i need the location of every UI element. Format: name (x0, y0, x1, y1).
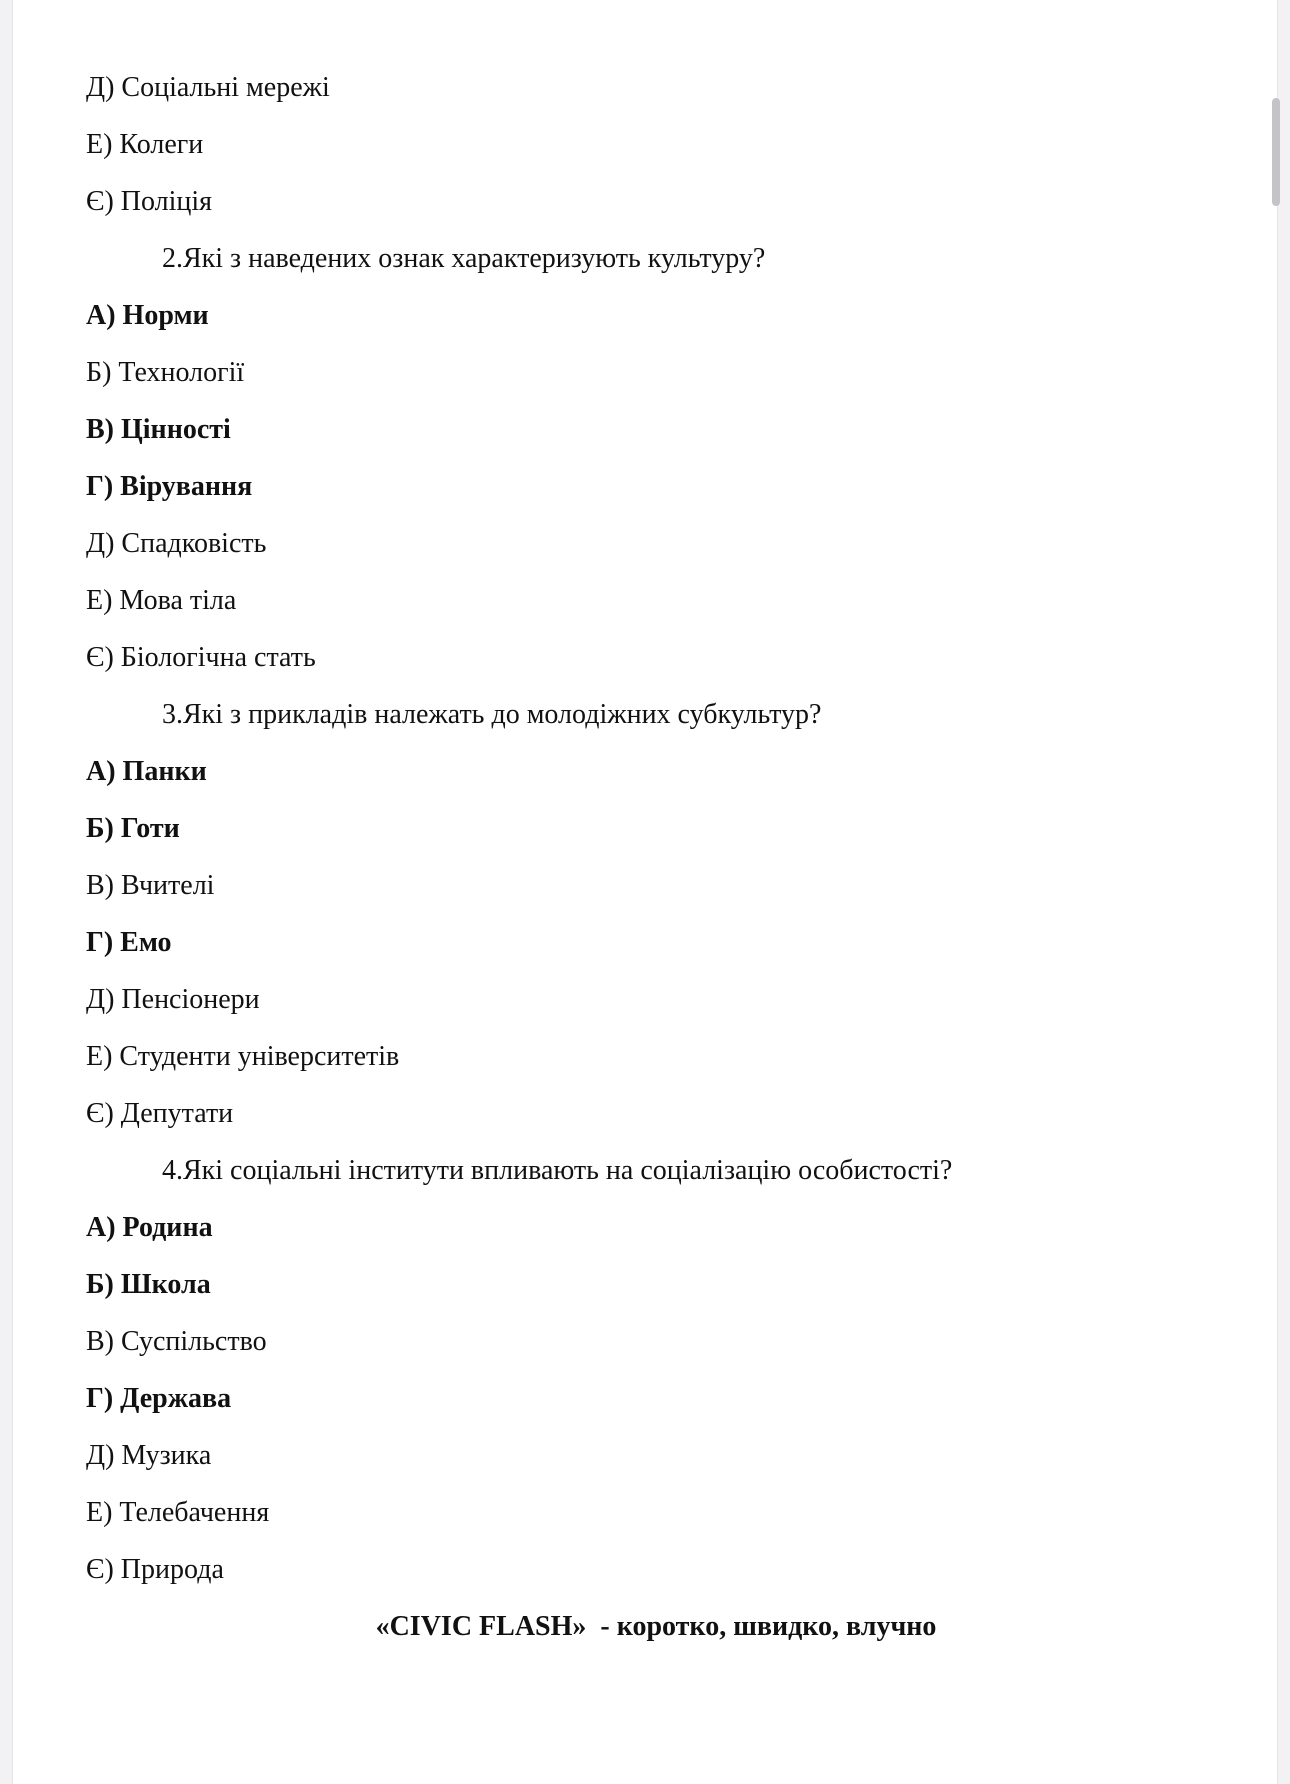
vertical-scrollbar[interactable] (1272, 98, 1280, 206)
answer-option: Б) Готи (86, 813, 180, 844)
answer-option: В) Вчителі (86, 870, 215, 901)
answer-option: Є) Депутати (86, 1098, 234, 1129)
answer-option: Г) Держава (86, 1383, 232, 1414)
answer-option: В) Цінності (86, 414, 231, 445)
document-page (12, 0, 1278, 1784)
answer-option: Д) Пенсіонери (86, 984, 260, 1015)
answer-option: Е) Телебачення (86, 1497, 270, 1528)
answer-option: Г) Емо (86, 927, 172, 958)
answer-option: Д) Соціальні мережі (86, 72, 330, 103)
answer-option: Е) Студенти університетів (86, 1041, 400, 1072)
answer-option: Є) Природа (86, 1554, 224, 1585)
question-3: 3.Які з прикладів належать до молодіжних субкультур? (162, 699, 822, 730)
answer-option: Є) Біологічна стать (86, 642, 316, 673)
answer-option: Б) Технології (86, 357, 245, 388)
answer-option: Е) Колеги (86, 129, 204, 160)
answer-option: Д) Спадковість (86, 528, 267, 559)
question-2: 2.Які з наведених ознак характеризують культуру? (162, 243, 766, 274)
document-content (86, 64, 1206, 1660)
answer-option: А) Панки (86, 756, 207, 787)
answer-option: Г) Вірування (86, 471, 253, 502)
answer-option: В) Суспільство (86, 1326, 267, 1357)
answer-option: Д) Музика (86, 1440, 212, 1471)
answer-option: Е) Мова тіла (86, 585, 237, 616)
footer-heading: «CIVIC FLASH» - коротко, швидко, влучно (375, 1611, 937, 1642)
answer-option: Б) Школа (86, 1269, 211, 1300)
question-4: 4.Які соціальні інститути впливають на соціалізацію особистості? (162, 1155, 953, 1186)
answer-option: А) Родина (86, 1212, 213, 1243)
answer-option: Є) Поліція (86, 186, 213, 217)
answer-option: А) Норми (86, 300, 209, 331)
